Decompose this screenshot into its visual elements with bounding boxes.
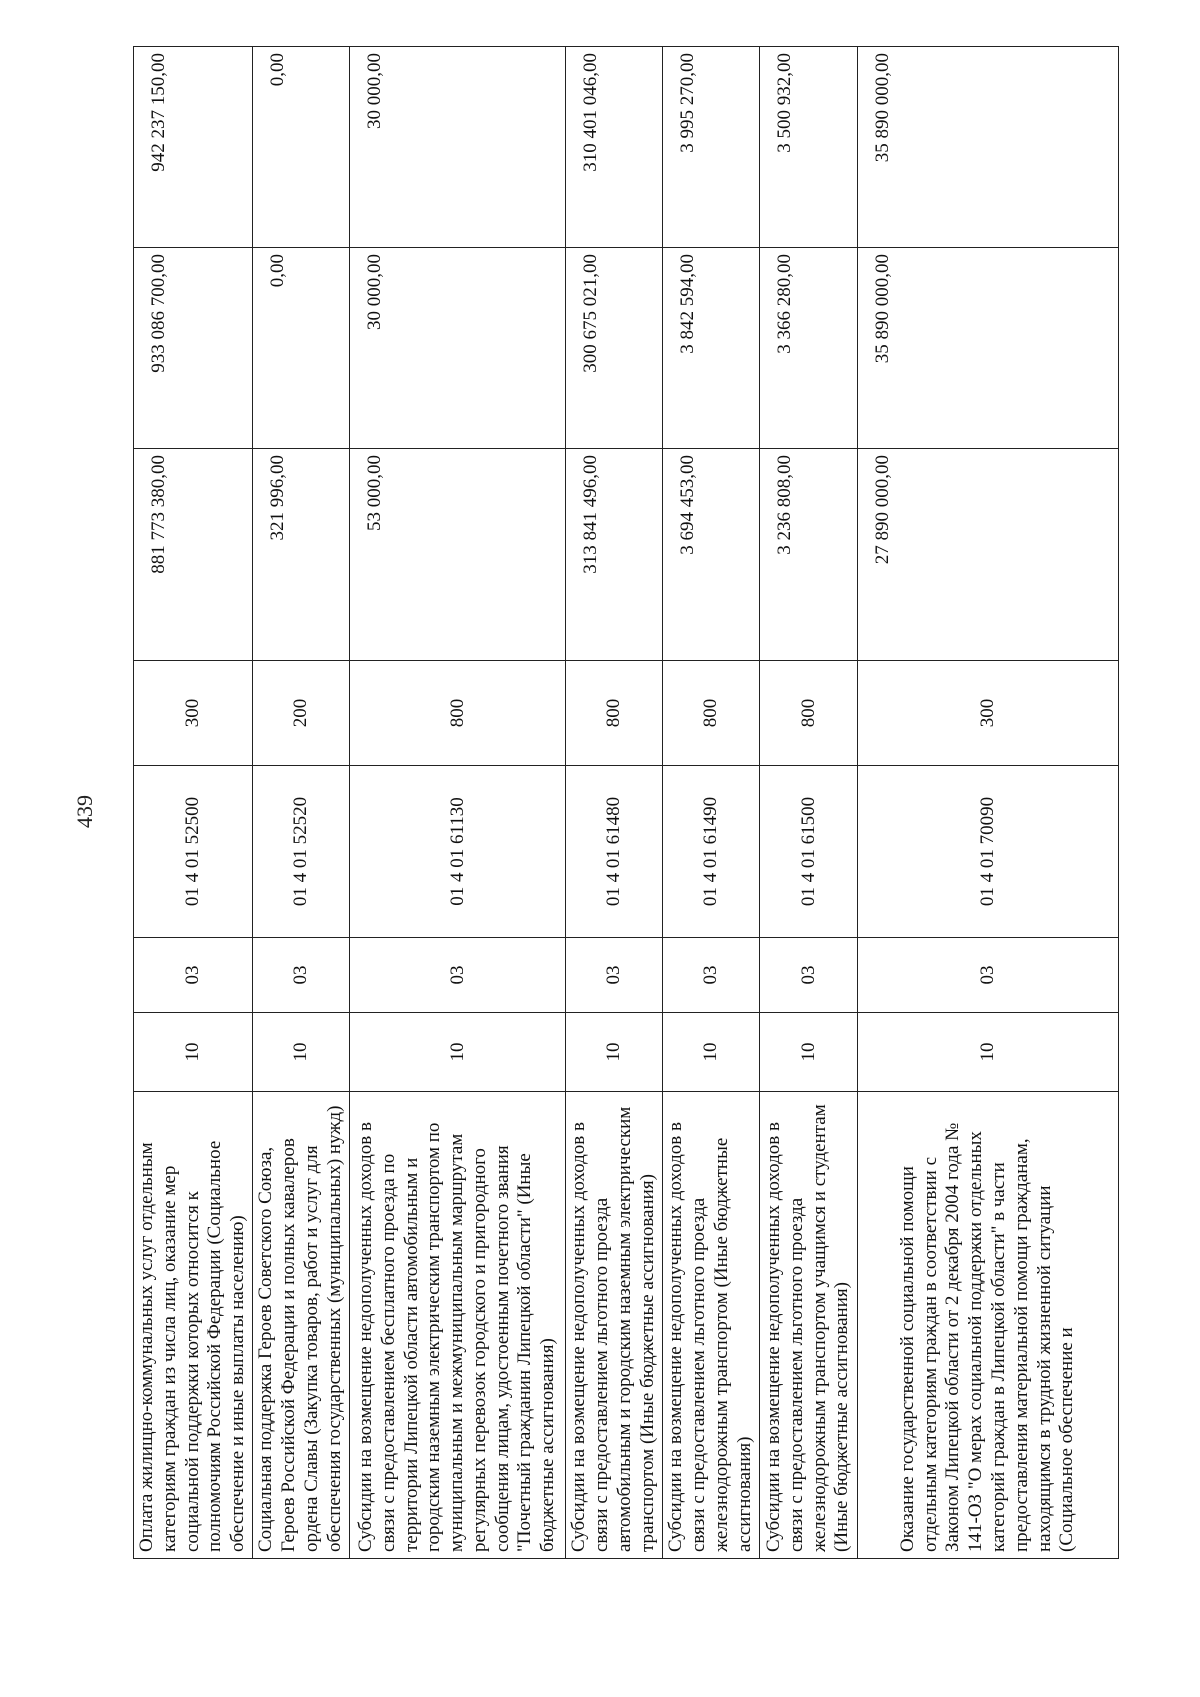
budget-table bbox=[133, 46, 1119, 1559]
table-row bbox=[253, 47, 350, 1559]
row-amount-1: 321 996,00 bbox=[253, 449, 350, 661]
row-subsection: 03 bbox=[858, 938, 1119, 1013]
row-subsection: 03 bbox=[350, 938, 566, 1013]
row-target-article: 01 4 01 52520 bbox=[253, 766, 350, 938]
row-amount-3: 0,00 bbox=[253, 47, 350, 248]
table-row bbox=[858, 47, 1119, 1559]
row-description: Субсидии на возмещение недополученных доходов в связи с предоставлением льготного проезда железнодорожным транспортом (Иные бюджетные ассигнования) bbox=[663, 1092, 760, 1559]
row-amount-3: 310 401 046,00 bbox=[566, 47, 663, 248]
row-expense-type: 800 bbox=[350, 661, 566, 766]
row-target-article: 01 4 01 61480 bbox=[566, 766, 663, 938]
row-description: Оказание государственной социальной помощи отдельным категориям граждан в соответствии с Законом Липецкой области от 2 декабря 2004 года № 141-ОЗ "О мерах социальной поддержки отдельных категорий граждан в Липецкой области" в части предоставления материальной помощи гражданам, находящимся в трудной жизненной ситуации (Социальное обеспечение и bbox=[858, 1092, 1119, 1559]
row-amount-2: 933 086 700,00 bbox=[134, 248, 253, 449]
row-amount-3: 30 000,00 bbox=[350, 47, 566, 248]
row-subsection: 03 bbox=[760, 938, 858, 1013]
row-expense-type: 800 bbox=[663, 661, 760, 766]
row-amount-2: 3 842 594,00 bbox=[663, 248, 760, 449]
table-row bbox=[350, 47, 566, 1559]
row-amount-1: 881 773 380,00 bbox=[134, 449, 253, 661]
budget-table-container bbox=[133, 47, 1118, 1559]
row-subsection: 03 bbox=[663, 938, 760, 1013]
row-amount-3: 35 890 000,00 bbox=[858, 47, 1119, 248]
row-section: 10 bbox=[566, 1013, 663, 1092]
row-description: Оплата жилищно-коммунальных услуг отдельным категориям граждан из числа лиц, оказание мер социальной поддержки которых относится к полномочиям Российской Федерации (Социальное обеспечение и иные выплаты населению) bbox=[134, 1092, 253, 1559]
row-amount-1: 53 000,00 bbox=[350, 449, 566, 661]
row-section: 10 bbox=[350, 1013, 566, 1092]
row-amount-2: 0,00 bbox=[253, 248, 350, 449]
row-amount-3: 3 995 270,00 bbox=[663, 47, 760, 248]
row-amount-1: 27 890 000,00 bbox=[858, 449, 1119, 661]
row-expense-type: 800 bbox=[566, 661, 663, 766]
row-description: Социальная поддержка Героев Советского Союза, Героев Российской Федерации и полных кавалеров ордена Славы (Закупка товаров, работ и услуг для обеспечения государственных (муниципальных) нужд) bbox=[253, 1092, 350, 1559]
row-amount-1: 3 236 808,00 bbox=[760, 449, 858, 661]
row-subsection: 03 bbox=[253, 938, 350, 1013]
table-row bbox=[760, 47, 858, 1559]
row-amount-1: 313 841 496,00 bbox=[566, 449, 663, 661]
row-section: 10 bbox=[760, 1013, 858, 1092]
row-expense-type: 800 bbox=[760, 661, 858, 766]
row-amount-2: 300 675 021,00 bbox=[566, 248, 663, 449]
row-amount-3: 942 237 150,00 bbox=[134, 47, 253, 248]
row-section: 10 bbox=[134, 1013, 253, 1092]
row-section: 10 bbox=[663, 1013, 760, 1092]
row-amount-2: 30 000,00 bbox=[350, 248, 566, 449]
row-expense-type: 300 bbox=[134, 661, 253, 766]
row-expense-type: 200 bbox=[253, 661, 350, 766]
row-amount-2: 35 890 000,00 bbox=[858, 248, 1119, 449]
row-description: Субсидии на возмещение недополученных доходов в связи с предоставлением льготного проезда автомобильным и городским наземным электрическим транспортом (Иные бюджетные ассигнования) bbox=[566, 1092, 663, 1559]
row-target-article: 01 4 01 61500 bbox=[760, 766, 858, 938]
row-description: Субсидии на возмещение недополученных доходов в связи с предоставлением бесплатного проезда по территории Липецкой области автомобильным и городским наземным электрическим транспортом по муниципальным и межмуниципальным маршрутам регулярных перевозок городского и пригородного сообщения лицам, удостоенным почетного звания "Почетный гражданин Липецкой области" (Иные бюджетные ассигнования) bbox=[350, 1092, 566, 1559]
table-row bbox=[566, 47, 663, 1559]
row-target-article: 01 4 01 52500 bbox=[134, 766, 253, 938]
row-target-article: 01 4 01 61490 bbox=[663, 766, 760, 938]
row-description: Субсидии на возмещение недополученных доходов в связи с предоставлением льготного проезда железнодорожным транспортом учащимся и студентам (Иные бюджетные ассигнования) bbox=[760, 1092, 858, 1559]
row-section: 10 bbox=[858, 1013, 1119, 1092]
row-section: 10 bbox=[253, 1013, 350, 1092]
row-amount-1: 3 694 453,00 bbox=[663, 449, 760, 661]
row-target-article: 01 4 01 70090 bbox=[858, 766, 1119, 938]
row-expense-type: 300 bbox=[858, 661, 1119, 766]
row-subsection: 03 bbox=[134, 938, 253, 1013]
row-amount-2: 3 366 280,00 bbox=[760, 248, 858, 449]
table-row bbox=[134, 47, 253, 1559]
table-row bbox=[663, 47, 760, 1559]
row-subsection: 03 bbox=[566, 938, 663, 1013]
page-number: 439 bbox=[72, 795, 97, 828]
row-target-article: 01 4 01 61130 bbox=[350, 766, 566, 938]
row-amount-3: 3 500 932,00 bbox=[760, 47, 858, 248]
